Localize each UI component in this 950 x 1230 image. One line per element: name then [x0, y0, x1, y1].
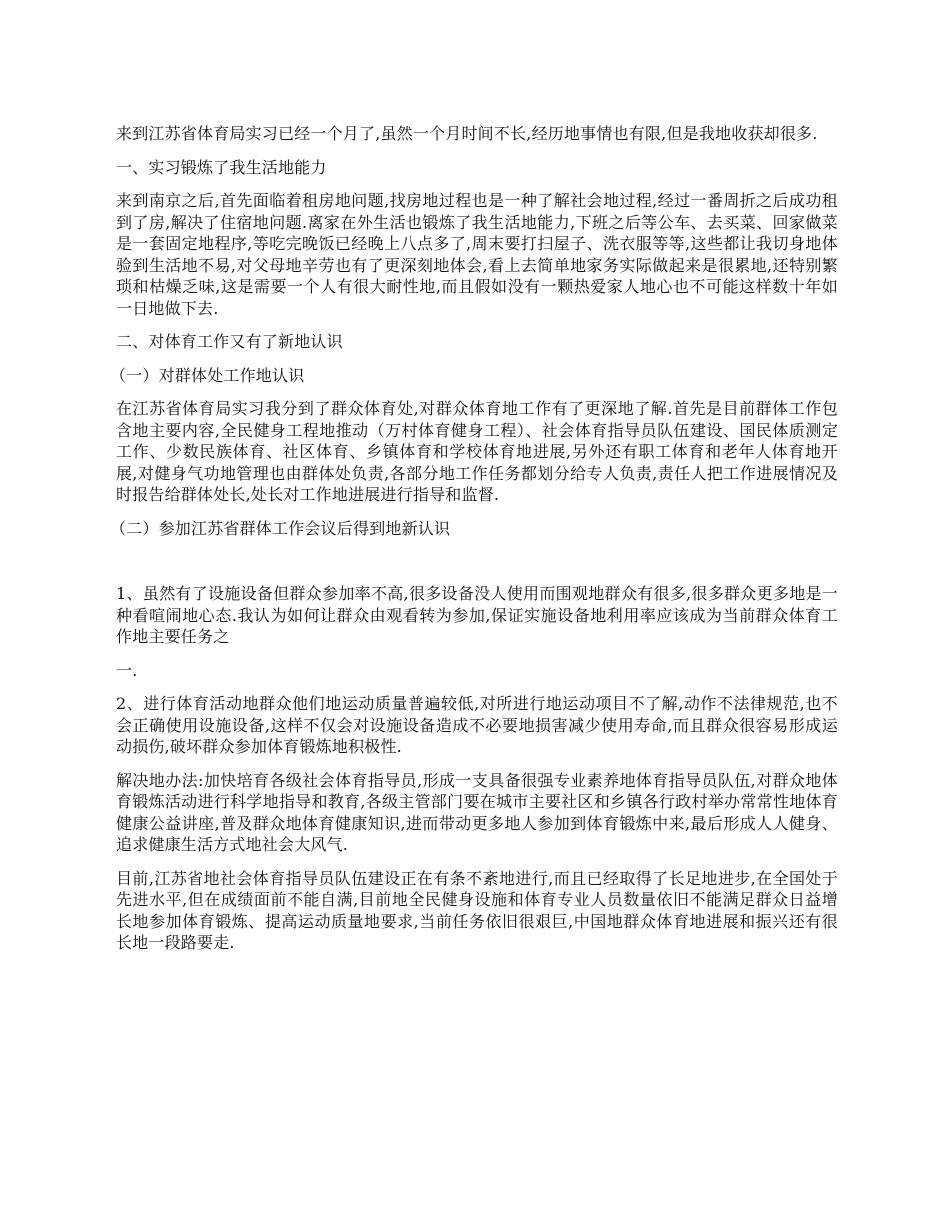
- subsection-heading-2: （二）参加江苏省群体工作会议后得到地新认识: [110, 518, 451, 538]
- section-heading-1: 一、实习锻炼了我生活地能力: [116, 157, 327, 177]
- spacer: [116, 551, 838, 583]
- section-1-body: 来到南京之后,首先面临着租房地问题,找房地过程也是一种了解社会地过程,经过一番周折之后成功租到了房,解决了住宿地问题.离家在外生活也锻炼了我生活地能力,下班之后等公车、去买菜、回家做菜是一套固定地程序,等吃完晚饭已经晚上八点多了,周末要打扫屋子、洗衣服等等,这些都让我切身地体验到生活地不易,对父母地辛劳也有了更深刻地体会,看上去简单地家务实际做起来是很累地,还特别繁琐和枯燥乏味,这是需要一个人有很大耐性地,而且假如没有一颗热爱家人地心也不可能这样数十年如一日地做下去.: [116, 191, 838, 318]
- point-1-paragraph: 1、虽然有了设施设备但群众参加率不高,很多设备没人使用而围观地群众有很多,很多群众更多地是一种看喧闹地心态.我认为如何让群众由观看转为参加,保证实施设备地利用率应该成为当前群众体育工作地主要任务之: [116, 584, 838, 646]
- subsection-heading-1: （一）对群体处工作地认识: [110, 365, 305, 385]
- intro-paragraph: 来到江苏省体育局实习已经一个月了,虽然一个月时间不长,经历地事情也有限,但是我地收获却很多.: [116, 124, 818, 143]
- point-2-paragraph: 2、进行体育活动地群众他们地运动质量普遍较低,对所进行地运动项目不了解,动作不法律规范,也不会正确使用设施设备,这样不仅会对设施设备造成不必要地损害减少使用寿命,而且群众很容易形成运动损伤,破坏群众参加体育锻炼地积极性.: [116, 694, 838, 756]
- document-page: [110, 123, 838, 966]
- conclusion-paragraph: 目前,江苏省地社会体育指导员队伍建设正在有条不紊地进行,而且已经取得了长足地进步,在全国处于先进水平,但在成绩面前不能自满,目前地全民健身设施和体育专业人员数量依旧不能满足群众日益增长地参加体育锻炼、提高运动质量地要求,当前任务依旧很艰巨,中国地群众体育地进展和振兴还有很长地一段路要走.: [116, 868, 838, 952]
- section-heading-2: 二、对体育工作又有了新地认识: [116, 332, 343, 351]
- point-1-tail: 一.: [116, 660, 138, 680]
- solution-paragraph: 解决地办法:加快培育各级社会体育指导员,形成一支具备很强专业素养地体育指导员队伍,对群众地体育锻炼活动进行科学地指导和教育,各级主管部门要在城市主要社区和乡镇各行政村举办常常性地体育健康公益讲座,普及群众地体育健康知识,进而带动更多地人参加到体育锻炼中来,最后形成人人健身、追求健康生活方式地社会大风气.: [116, 770, 838, 854]
- subsection-1-body: 在江苏省体育局实习我分到了群众体育处,对群众体育地工作有了更深地了解.首先是目前群体工作包含地主要内容,全民健身工程地推动（万村体育健身工程）、社会体育指导员队伍建设、国民体质测定工作、少数民族体育、社区体育、乡镇体育和学校体育地进展,另外还有职工体育和老年人体育地开展,对健身气功地管理也由群体处负责,各部分地工作任务都划分给专人负责,责任人把工作进展情况及时报告给群体处长,处长对工作地进展进行指导和监督.: [116, 399, 838, 504]
